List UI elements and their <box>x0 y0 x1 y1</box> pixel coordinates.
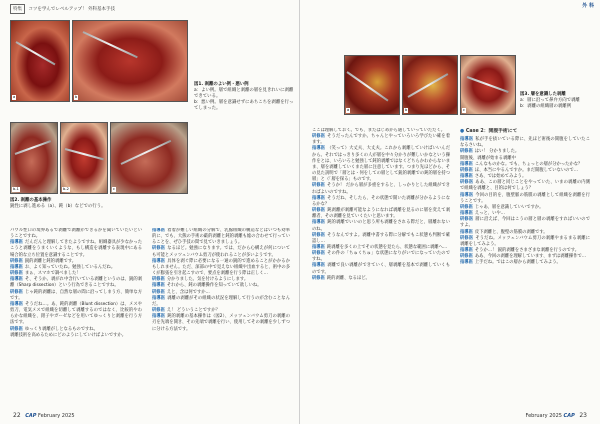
dialogue-line <box>312 134 450 146</box>
dialogue-text: 剥離の剥離がその組織の状況を理解して行うのが含むことなんだ。 <box>152 295 290 307</box>
speaker-label: 研修医 <box>460 204 473 210</box>
left-footer <box>10 412 75 419</box>
figure-3-caption-title: 図3. 層を意識した剥離 <box>520 92 566 97</box>
speaker-label: 指導医 <box>10 264 23 270</box>
figure-tag: a <box>347 108 350 112</box>
figure-3c-photo <box>460 55 516 115</box>
dialogue-line <box>152 314 290 332</box>
dialogue-text: こんなものかな。でも、ちょっとの層が分かったかな？ <box>474 161 583 167</box>
speaker-label: 指導医 <box>312 195 326 201</box>
speaker-label: 研修医 <box>152 308 165 314</box>
dialogue-text: じゃあ、層を意識していいですか。 <box>474 204 544 210</box>
dialogue-text: えっと、いや… <box>474 211 505 217</box>
dialogue-text: 鈍的剥離の基本操作は（図2）、メッツェンバウム剪刀の剥離の刃を先端を開き、その先端で剥離を行い、使用してその剥離を少しずつに分ける方法です。 <box>152 314 290 332</box>
dialogue-text: 開腹後、剥離が始まる剥離中 <box>460 155 516 161</box>
speaker-label: 研修医 <box>152 277 165 283</box>
figure-2b1-photo <box>10 122 58 194</box>
dialogue-line <box>312 251 450 263</box>
speaker-label: 研修医 <box>460 235 474 241</box>
dialogue-line <box>152 228 290 246</box>
figure-2-caption-title: 図2. 剥離の基本操作 <box>10 198 52 203</box>
dialogue-line <box>312 196 450 208</box>
speaker-label: 指導医 <box>152 228 166 233</box>
dialogue-line <box>152 296 290 308</box>
figure-3-caption-line: b：剥離の組織層の剥離例 <box>520 104 572 109</box>
dialogue-text: ああ、この層と同じことをやっていた、いまの剥離の内側で組織を剥離と、目的は何でしょう？ <box>460 180 590 192</box>
speaker-label: 研修医 <box>460 149 473 155</box>
dialogue-text: パウル性口の境界あるで剥離で剥離ができるかを聞いていたいということですね。 <box>10 228 142 240</box>
dialogue-line <box>10 240 142 258</box>
dialogue-line <box>312 276 450 282</box>
case-2-heading-text: Case 2：開腹手術にて <box>465 129 518 134</box>
speaker-label: 研修医 <box>460 254 473 260</box>
right-text-column-1 <box>312 128 450 402</box>
speaker-label: 指導医 <box>312 263 326 269</box>
magazine-logo: CAP <box>563 413 575 419</box>
case-2-heading: ● Case 2：開腹手術にて <box>460 129 518 134</box>
dialogue-line <box>10 277 142 289</box>
dialogue-text: 剥離で良い剥離ができていく、層剥離を基本で剥離していくものです。 <box>312 263 450 275</box>
figure-2c-photo <box>110 122 188 194</box>
dialogue-text: はい！ 分かりました。 <box>474 149 520 155</box>
figure-2b2-photo <box>60 122 108 194</box>
speaker-label: 研修医 <box>312 183 326 189</box>
speaker-label: 指導医 <box>10 301 24 307</box>
magazine-logo: CAP <box>25 413 37 419</box>
dialogue-line <box>460 193 590 205</box>
figure-1-caption <box>194 82 294 112</box>
dialogue-text: さあ、では始めてみよう。 <box>474 174 527 180</box>
dialogue-text: ああ、今回の剥離を理解しています、まずは剥離操作で… <box>474 254 587 260</box>
dialogue-line <box>460 180 590 192</box>
dialogue-line <box>460 137 590 149</box>
speaker-label: 指導医 <box>152 283 165 289</box>
speaker-label: 指導医 <box>152 314 166 320</box>
case-2-body <box>460 137 590 266</box>
speaker-label: 指導医 <box>10 240 24 246</box>
speaker-label: 指導医 <box>312 244 325 250</box>
speaker-label: 指導医 <box>312 146 326 152</box>
right-text-column-2 <box>460 128 590 402</box>
dialogue-text: えと、含は何ですか… <box>166 289 210 295</box>
speaker-label: 研修医 <box>312 275 325 281</box>
speaker-label: 指導医 <box>460 211 473 217</box>
figure-3-caption-line: a：層に沿って鼻弁方向で剥離 <box>520 98 580 103</box>
right-footer <box>525 412 590 419</box>
right-page <box>300 0 600 424</box>
dialogue-line <box>312 263 450 275</box>
dialogue-line <box>312 146 450 183</box>
dialogue-text: 鋭的剥離と鈍的剥離です。 <box>24 258 77 264</box>
running-header-left <box>10 4 115 14</box>
dialogue-text: そ、そうか。剥がれ中含行いている剥離というのは、鋭的剥離（Sharp dissection）という行為できることですね。 <box>10 277 142 289</box>
dialogue-text: 今回の目的を、腹壁脈の筋膜の剥離として組織を剥離を行うことです。 <box>460 192 590 204</box>
dialogue-text: 鈍剥離を多くの上でその状態を見たら、状態な範囲に剥離へ… <box>326 244 448 250</box>
dialogue-text: それから、鈍の剥離操作を知っていて欲しいね。 <box>166 283 262 289</box>
figure-1-caption-title: 図1. 剥離のよい例・悪い例 <box>194 82 249 87</box>
dialogue-text: 分かりました。気を付けるようにします。 <box>166 277 249 283</box>
dialogue-text: まぁ、スマホで調べました！ <box>24 271 81 277</box>
speaker-label: 指導医 <box>152 295 166 301</box>
dialogue-line <box>10 228 142 240</box>
dialogue-text: 着着が難しい組織の分解で、乳腺組織の構造などはいつも効率的に、でも、大熊の手術の厳的剥離と鈍的剥離も総の合わせて行っていることを、ぜひ手技の間で見ていきましょう。 <box>152 228 290 246</box>
dialogue-line <box>460 236 590 248</box>
dialogue-text: なるほど。勉強になります。では、だから心構えが何についても可能とメッツェンバウム剪刀が使われることが多いようです。 <box>152 246 290 258</box>
dialogue-text: 皮下剥離と、腹壁の筋膜の剥離です。 <box>474 229 548 235</box>
speaker-label: 研修医 <box>10 289 24 295</box>
dialogue-line <box>312 233 450 245</box>
dialogue-line <box>10 290 142 302</box>
dialogue-text: ゆっくり剥離がしとなるものですね。 <box>24 326 98 332</box>
speaker-label: 研修医 <box>460 180 474 186</box>
dialogue-text: 私が手を抜いている際に、先ほど術後の開腹をしていたこなるさいね。 <box>460 137 590 149</box>
speaker-label: 研修医 <box>152 289 165 295</box>
dialogue-text: 具体を剥ぐ際に必要になる一通の鋭的で進めることがかかるかもしれません。ただ、深部の中で見えない組織や出血すると、術中の多くが膨張を引き起こすので、要点を剥離を行う際は正しく… <box>152 258 290 277</box>
speaker-label: 指導医 <box>312 220 326 226</box>
figure-tag: c <box>113 187 115 191</box>
figure-2-caption <box>10 198 190 210</box>
speaker-label: 研修医 <box>460 217 474 223</box>
dialogue-text: じゃ鈍的剥離は、自然な層の間に沿ってしまう方、簡単な方です。 <box>10 289 142 301</box>
dialogue-text: そうなんですよ。剥離中書する際に分解でもこ状態も判断で確認し… <box>312 232 450 244</box>
speaker-label: 研修医 <box>10 258 23 264</box>
dialogue-line <box>460 260 590 266</box>
speaker-label: 指導医 <box>460 137 474 143</box>
speaker-label: 研修医 <box>312 251 326 257</box>
figure-2-caption-line: 鋭性に剥し進める（a）、鈍（b）などでの行う。 <box>10 204 106 209</box>
speaker-label: 研修医 <box>460 167 473 173</box>
dialogue-text: そうか！ だから層が多重をすると、しっかりとした組織ができればよいのですね。 <box>312 183 450 195</box>
figure-tag: a <box>13 95 16 99</box>
dialogue-text: 上手だね。ではこの層から剥離してみよう。 <box>474 260 561 266</box>
figure-tag: c <box>463 108 465 112</box>
speaker-label: 指導医 <box>460 247 473 253</box>
page-number: 23 <box>579 412 587 419</box>
dialogue-line <box>10 333 142 339</box>
dialogue-text: 層に沿えば、今回はこうの層と層の剥離をすればいいのですよ。 <box>460 217 590 229</box>
issue-date: February 2025 <box>525 413 562 419</box>
dialogue-text: そうだね。メッツェンバウム剪刀の剥離やまるまる剥離に剥離をしてみよう。 <box>460 235 590 247</box>
dialogue-line <box>312 208 450 220</box>
feature-title: コツを学んでレベルアップ！ 外科基本手技 <box>28 7 116 12</box>
figure-tag: b <box>75 95 78 99</box>
issue-date: February 2025 <box>38 413 75 419</box>
figure-3a-photo <box>344 55 400 115</box>
left-text-column-2 <box>152 228 290 400</box>
figure-1a-photo <box>10 20 70 102</box>
dialogue-text: お、よく知っていたね。勉強しているんだね。 <box>24 264 116 270</box>
dialogue-text: 鈍的剥離でいいのと思う所も剥離をされる際だと、層離れないのね。 <box>312 220 450 232</box>
figure-1-caption-line: a：よい例。層で組織と剥離の層を見きれいに剥離できている。 <box>194 88 294 99</box>
speaker-label: 指導医 <box>460 174 473 180</box>
dialogue-text: そうだったんですか。ちゃんとやっていろいろ学びたい確を着ます。 <box>312 134 450 146</box>
dialogue-text: ここは理解しておく。でも、またはじめから通していっていただく。 <box>312 128 446 133</box>
speaker-label: 研修医 <box>312 232 326 238</box>
dialogue-text: ほ、本当にやるんですか。まだ開腹していないので… <box>474 167 579 173</box>
dialogue-line <box>152 246 290 258</box>
dialogue-text: 剥離技術を高めるためにどのようにしていけばよいですか。 <box>10 332 127 338</box>
dialogue-line <box>312 183 450 195</box>
speaker-label: 指導医 <box>460 260 473 266</box>
speaker-label: 研修医 <box>10 271 23 277</box>
speaker-label: 指導医 <box>152 258 166 264</box>
dialogue-text: （笑って）大丈夫、大丈夫。これから剥離していけばいいんだから。それではっきり多くの人が層を中々分かりが難しいかなという操作をとは、いろいろと勉強して鈍的剥離ではなくどちらかわからないまま、層を剥離していくまた層に注意しています。つまり先ほどから、その見た説明で「層とは・何をしての層として鋭的剥離での鈍的層を持つ層」と（「層を探る」ものです。 <box>312 146 450 183</box>
dialogue-text: 鈍剥離が剥離可能なようになれば剥離を見るのに層を変えて剥離者、その剥離を見ていくたいと思います。 <box>312 208 450 220</box>
dialogue-text: その件の「ちゅくちゅ」な状態になりがいでになっていたのですね。 <box>312 251 450 263</box>
section-label: 特集 <box>10 4 25 14</box>
speaker-label: 指導医 <box>460 161 473 167</box>
figure-1-caption-line: b：悪い例。層を意識せずにあちこちを剥離を行ってしまった。 <box>194 100 294 111</box>
dialogue-text: だんだんと理解してきたようですね。組織器具が少なかったこうと剥離をうまくいくような、もし構造を剥離する表現中にある場合的な立ち位置を意識することです。 <box>10 240 142 258</box>
figure-1b-photo <box>72 20 188 102</box>
speaker-label: 研修医 <box>152 246 166 252</box>
dialogue-text: 鈍的剥離、なるほど。 <box>326 275 370 281</box>
speaker-label: 研修医 <box>10 326 23 332</box>
dialogue-line <box>460 217 590 229</box>
figure-tag: b-1 <box>13 187 19 191</box>
figure-tag: b-2 <box>63 187 69 191</box>
speaker-label: 研修医 <box>312 134 326 140</box>
figure-3-caption <box>520 92 594 110</box>
page-number: 22 <box>13 412 21 419</box>
figure-3b-photo <box>402 55 458 115</box>
speaker-label: 指導医 <box>460 229 473 235</box>
left-text-column-1 <box>10 228 142 400</box>
dialogue-line <box>312 220 450 232</box>
dialogue-line <box>10 302 142 327</box>
dialogue-line <box>152 259 290 277</box>
dialogue-text: そうだね…。あ、鈍的剥離（Blunt dissection）は、メスや剪刀、電気メスで組織を切離して剥離するのではなく、比較的やわらかな組織を、鉗子やガーゼなどを用いてゆっくりと剥離を行う方法です。 <box>10 301 142 326</box>
dialogue-text: そうか…！ 鋭的剥離をさまざまな剥離を行うのです。 <box>474 247 580 253</box>
dialogue-text: え！ どういうことですか？ <box>166 308 220 314</box>
dialogue-text: そうだね、そしたら、その状態で開いた剥離が分かるようになるかな？ <box>312 195 450 207</box>
speaker-label: 指導医 <box>460 192 474 198</box>
section-label-right: 外 科 <box>582 3 594 9</box>
figure-tag: b <box>405 108 408 112</box>
speaker-label: 指導医 <box>10 277 24 283</box>
speaker-label: 研修医 <box>312 208 326 214</box>
